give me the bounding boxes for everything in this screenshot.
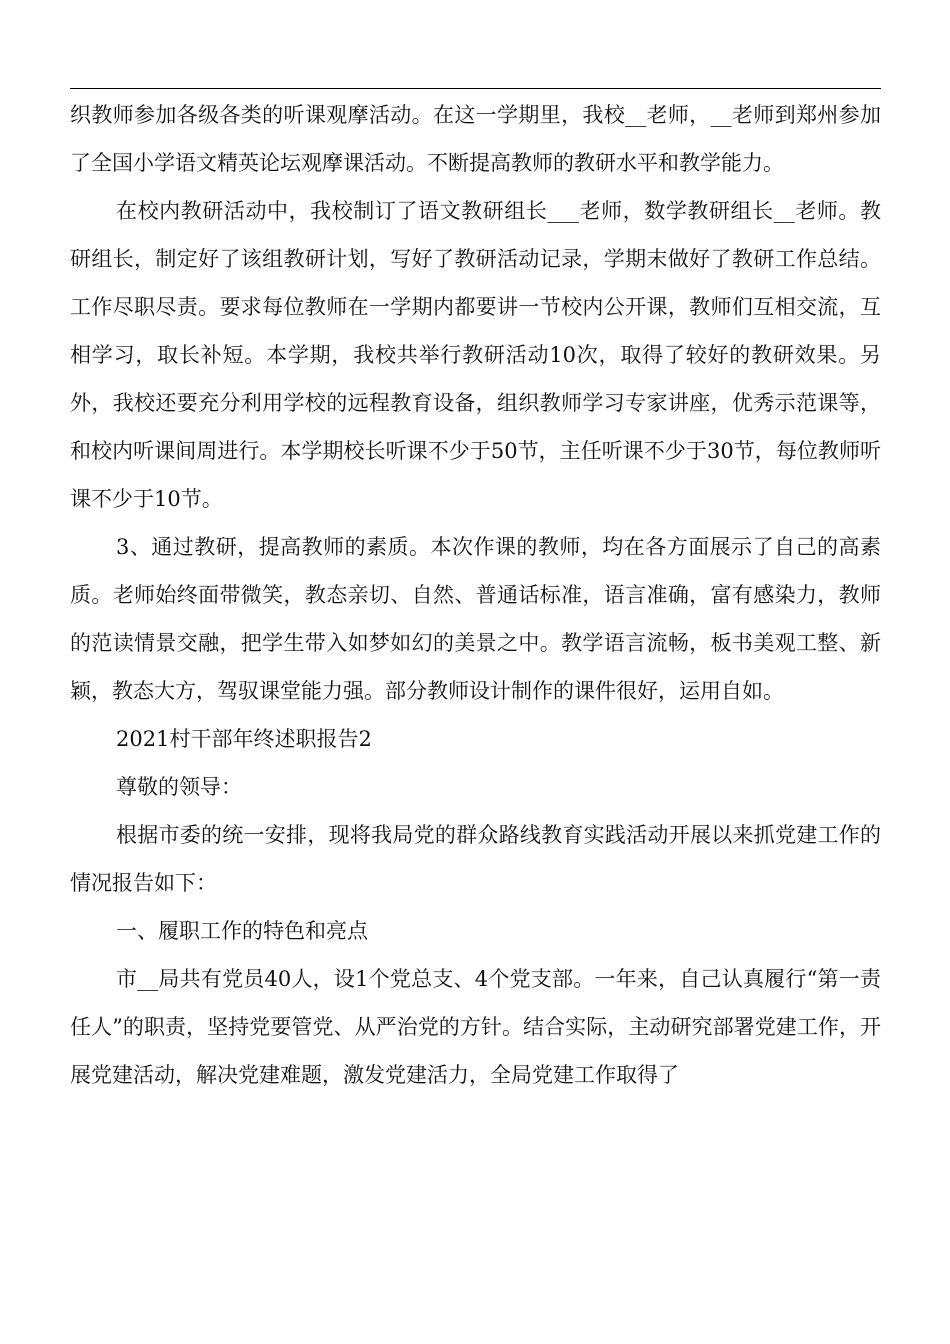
- paragraph-party-overview: 市__局共有党员40人，设1个党总支、4个党支部。一年来，自己认真履行“第一责任人”的职责，坚持党要管党、从严治党的方针。结合实际，主动研究部署党建工作，开展党建活动，解决党建难题，激发党建活力，全局党建工作取得了: [70, 967, 881, 1087]
- document-body: [70, 91, 881, 1099]
- paragraph-continuation: 织教师参加各级各类的听课观摩活动。在这一学期里，我校__老师，__老师到郑州参加了全国小学语文精英论坛观摩课活动。不断提高教师的教研水平和教学能力。: [70, 103, 881, 175]
- paragraph-intro: 根据市委的统一安排，现将我局党的群众路线教育实践活动开展以来抓党建工作的情况报告如下：: [70, 823, 881, 895]
- header-rule: [70, 88, 881, 89]
- paragraph-teacher-quality: 3、通过教研，提高教师的素质。本次作课的教师，均在各方面展示了自己的高素质。老师始终面带微笑，教态亲切、自然、普通话标准，语言准确，富有感染力，教师的范读情景交融，把学生带入如梦如幻的美景之中。教学语言流畅，板书美观工整、新颖，教态大方，驾驭课堂能力强。部分教师设计制作的课件很好，运用自如。: [70, 535, 881, 703]
- salutation: 尊敬的领导：: [116, 775, 242, 799]
- section-heading: 一、履职工作的特色和亮点: [116, 919, 368, 943]
- report-title: 2021村干部年终述职报告2: [116, 727, 372, 751]
- paragraph-teaching-research: 在校内教研活动中，我校制订了语文教研组长___老师，数学教研组长__老师。教研组长，制定好了该组教研计划，写好了教研活动记录，学期末做好了教研工作总结。工作尽职尽责。要求每位教师在一学期内都要讲一节校内公开课，教师们互相交流，互相学习，取长补短。本学期，我校共举行教研活动10次，取得了较好的教研效果。另外，我校还要充分利用学校的远程教育设备，组织教师学习专家讲座，优秀示范课等，和校内听课间周进行。本学期校长听课不少于50节，主任听课不少于30节，每位教师听课不少于10节。: [70, 199, 881, 511]
